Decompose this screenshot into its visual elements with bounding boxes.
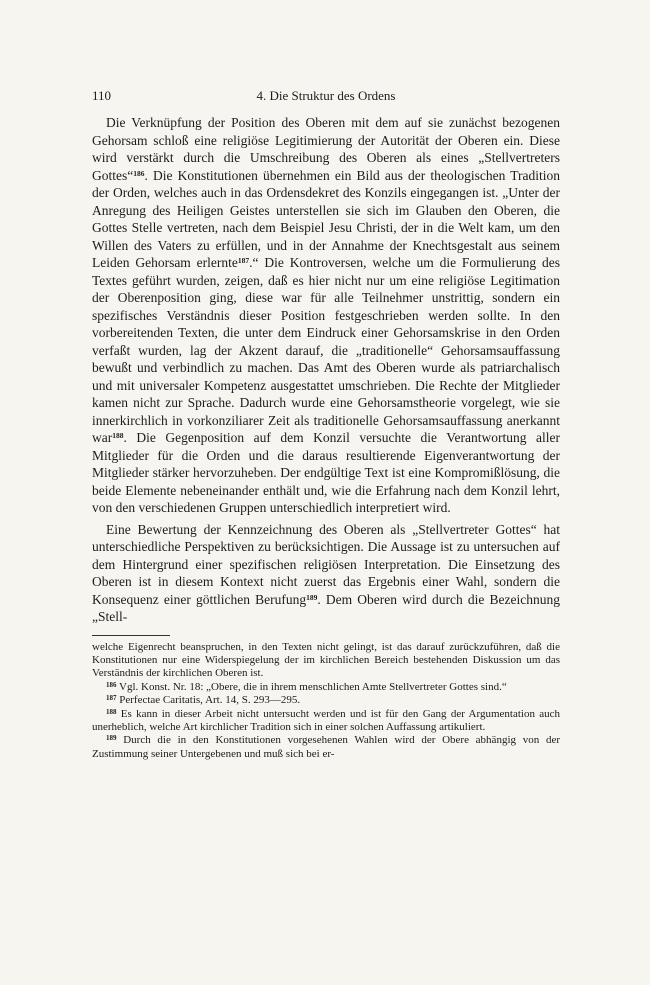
running-title: 4. Die Struktur des Ordens — [256, 88, 396, 103]
footnote-ref: 186 — [133, 168, 145, 178]
footnote — [92, 734, 560, 761]
footnote-text: Es kann in dieser Arbeit nicht untersucht werden und ist für den Gang der Argumentation auch unerheblich, welche Art kirchlicher Tradition sich in einer solchen Auffassung artikuliert. — [92, 707, 560, 733]
paragraph — [92, 114, 560, 517]
footnote-mark: 186 — [106, 680, 117, 689]
page-number: 110 — [92, 88, 112, 103]
footnote-mark: 187 — [106, 694, 117, 703]
footnote-text: Perfectae Caritatis, Art. 14, S. 293—295. — [116, 694, 301, 707]
text-run: Eine Bewertung der Kennzeichnung des Oberen als „Stellvertreter Gottes“ hat unterschiedliche Perspektiven zu berücksichtigen. Die Aussage ist zu untersuchen auf dem Hintergrund einer spezifischen religiösen Interpretation. Die Einsetzung des Oberen ist in diesem Kontext nicht zuerst das Ergebnis einer Wahl, sondern die Konsequenz einer göttlichen Berufung — [92, 521, 560, 607]
footnotes — [92, 641, 560, 762]
footnote-continued: welche Eigenrecht beanspruchen, in den Texten nicht gelingt, ist das darauf zurückzuführen, daß die Konstitutionen nur eine Widerspiegelung der im kirchlichen Bereich bestehenden Diskussion um das Verständnis der kirchlichen Oberen ist. — [92, 640, 560, 680]
footnote-divider — [92, 635, 170, 636]
footnote-ref: 187 — [237, 256, 250, 265]
footnote — [92, 694, 560, 707]
text-run: .“ Die Kontroversen, welche um die Formulierung des Textes geführt wurden, zeigen, daß es hier nicht nur um eine religiöse Legitimation der Oberenposition ging, diese war für alle Teilnehmer unstrittig, sondern ein spezifisches Verständnis dieser Position festgeschrieben werden sollte. In den vorbereitenden Texten, die unter dem Eindruck einer Gehorsamskrise in den Orden verfaßt wurden, lag der Akzent darauf, die „traditionelle“ Gehorsamsauffassung bewußt und verbindlich zu machen. Das Amt des Oberen wurde als patriarchalisch und mit universaler Kompetenz ausgestattet umschrieben. Die Rechte der Mitglieder kamen nicht zur Sprache. Dadurch wurde eine Gehorsamstheorie vorgelegt, wie sie innerkirchlich in vorkonziliarer Zeit als traditionelle Gehorsamsauffassung anerkannt war — [92, 255, 561, 445]
footnote-text: Vgl. Konst. Nr. 18: „Obere, die in ihrem menschlichen Amte Stellvertreter Gottes sind.“ — [116, 680, 507, 693]
footnote-ref: 188 — [112, 431, 124, 440]
text-run: . Dem Oberen wird durch die Bezeichnung „Stell- — [92, 591, 560, 624]
page-header — [92, 88, 560, 108]
footnote — [92, 681, 560, 694]
footnote-mark: 188 — [106, 707, 117, 716]
paragraph — [92, 521, 560, 626]
footnote-text: Durch die in den Konstitutionen vorgesehenen Wahlen wird der Obere abhängig von der Zustimmung seiner Untergebenen und muß sich bei er- — [92, 734, 560, 760]
text-run: Die Verknüpfung der Position des Oberen mit dem auf sie zunächst bezogenen Gehorsam schloß eine religiöse Legitimierung der Autorität der Oberen ein. Diese wird verstärkt durch die Umschreibung des Oberen als eines „Stellvertreters Gottes“ — [92, 115, 560, 183]
main-text — [92, 114, 560, 626]
footnote-ref: 189 — [306, 592, 318, 602]
footnote-mark: 189 — [106, 734, 117, 743]
book-page — [92, 88, 560, 761]
footnote — [92, 708, 560, 735]
text-run: . Die Gegenposition auf dem Konzil versuchte die Verantwortung aller Mitglieder für die Orden und die daraus resultierende Eigenverantwortung der Mitglieder stärker hervorzuheben. Der endgültige Text ist eine Kompromißlösung, die beide Elemente nebeneinander enthält und, wie die Erfahrung nach dem Konzil lehrt, von den verschiedenen Gruppen unterschiedlich interpretiert wird. — [92, 430, 560, 515]
text-run: . Die Konstitutionen übernehmen ein Bild aus der theologischen Tradition der Orden, welches auch in das Ordensdekret des Konzils eingegangen ist. „Unter der Anregung des Heiligen Geistes unterstellen sie sich im Glauben den Oberen, die Gottes Stelle vertreten, nach dem Beispiel Jesu Christi, der in die Welt kam, um den Willen des Vaters zu erfüllen, und in der Annahme der Knechtsgestalt aus seinem Leiden Gehorsam erlernte — [92, 167, 560, 270]
